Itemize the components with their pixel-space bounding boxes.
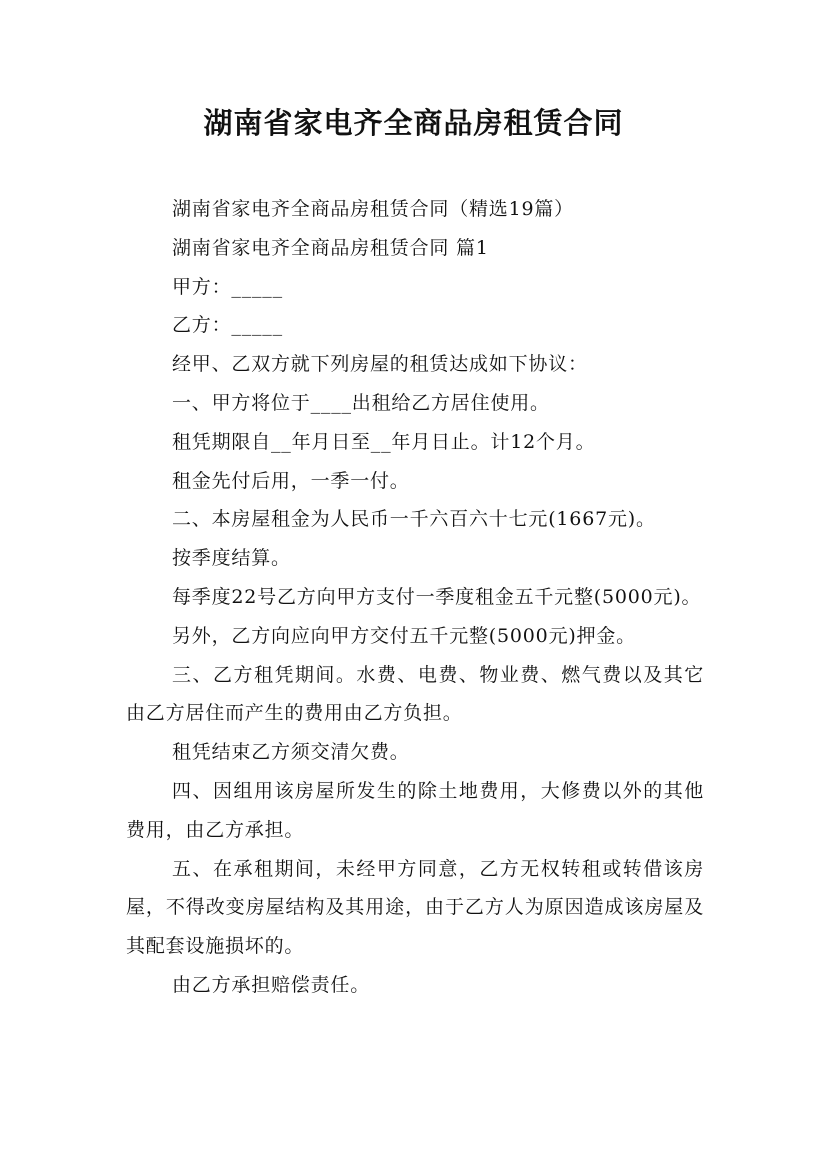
paragraph: 由乙方承担赔偿责任。 bbox=[172, 973, 371, 996]
paragraph: 乙方：_____ bbox=[172, 314, 283, 337]
document-body bbox=[126, 190, 704, 1005]
paragraph: 五、在承租期间，未经甲方同意，乙方无权转租或转借该房屋，不得改变房屋结构及其用途，由于乙方人为原因造成该房屋及其配套设施损坏的。 bbox=[126, 857, 704, 958]
document-title: 湖南省家电齐全商品房租赁合同 bbox=[203, 106, 624, 140]
paragraph: 每季度22号乙方向甲方支付一季度租金五千元整(5000元)。 bbox=[172, 585, 702, 608]
paragraph: 租凭期限自__年月日至__年月日止。计12个月。 bbox=[172, 430, 596, 453]
paragraph: 湖南省家电齐全商品房租赁合同（精选19篇） bbox=[172, 198, 574, 220]
paragraph: 二、本房屋租金为人民币一千六百六十七元(1667元)。 bbox=[172, 508, 656, 531]
paragraph: 另外，乙方向应向甲方交付五千元整(5000元)押金。 bbox=[172, 624, 636, 647]
paragraph: 按季度结算。 bbox=[172, 547, 291, 570]
paragraph: 三、乙方租凭期间。水费、电费、物业费、燃气费以及其它由乙方居住而产生的费用由乙方负担。 bbox=[126, 663, 704, 725]
paragraph: 湖南省家电齐全商品房租赁合同 篇1 bbox=[172, 236, 489, 259]
paragraph: 甲方：_____ bbox=[172, 275, 283, 298]
paragraph: 四、因组用该房屋所发生的除土地费用，大修费以外的其他费用，由乙方承担。 bbox=[126, 779, 704, 841]
paragraph: 租凭结束乙方须交清欠费。 bbox=[172, 741, 410, 764]
paragraph: 租金先付后用，一季一付。 bbox=[172, 469, 410, 492]
paragraph: 经甲、乙双方就下列房屋的租赁达成如下协议： bbox=[172, 353, 588, 376]
paragraph: 一、甲方将位于____出租给乙方居住使用。 bbox=[172, 391, 550, 414]
